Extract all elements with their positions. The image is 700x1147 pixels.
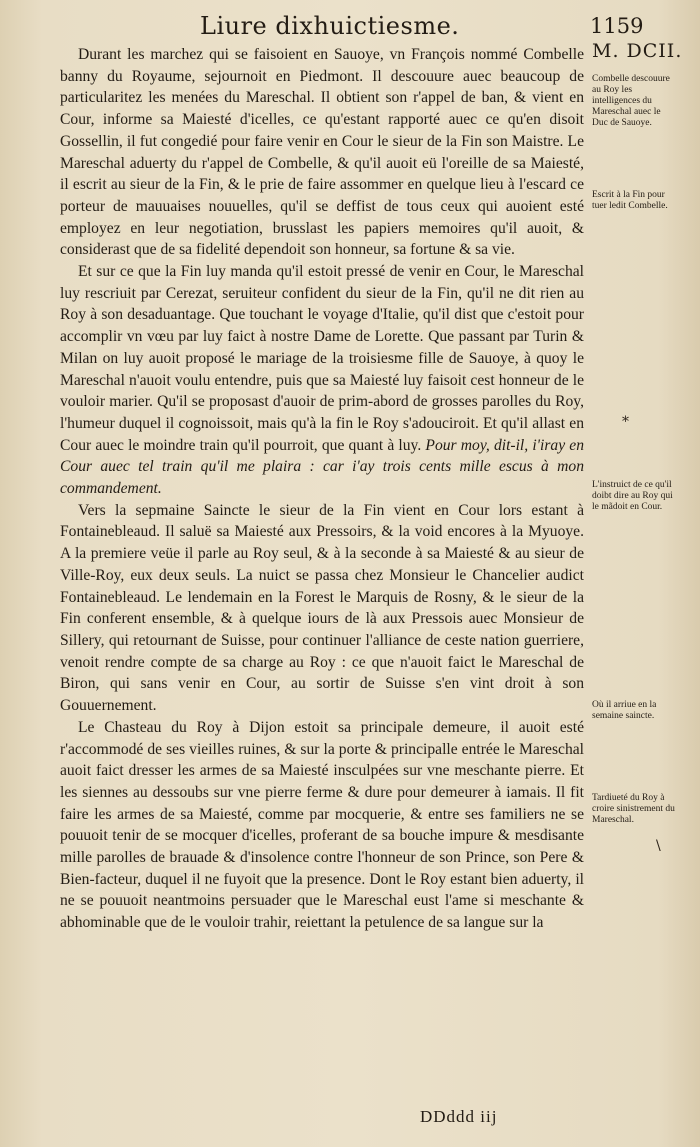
quoted-speech: Pour moy, dit-il, i'iray en Cour auec tel train qu'il me plaira : car i'ay trois cents mille escus à mon commandement. (60, 436, 584, 498)
margin-note-semaine: Où il arriue en la semaine saincte. (592, 700, 657, 721)
paragraph-la-fin-summoned (60, 261, 584, 500)
paragraph-text: Et sur ce que la Fin luy manda qu'il estoit pressé de venir en Cour, le Mareschal luy rescriuit par Cerezat, seruiteur confident du sieur de la Fin, qu'il ne dit rien au Roy à son desaduantage. Que touchant le voyage d'Italie, qu'il dist que c'estoit pour accomplir vn vœu par luy faict à nostre Dame de Lorette. Que passant par Turin & Milan on luy auoit proposé le mariage de la troisiesme fille de Sauoye, à quoy le Mareschal n'auoit voulu entendre, puis que sa Maiesté luy faisoit cest honneur de le vouloir marier. Qu'il se proposast d'auoir de prim-abord de grosses parolles du Roy, l'humeur duquel il cognoissoit, mais qu'à la fin le Roy s'adouciroit. Et qu'il allast en Cour auec le moindre train qu'il pourroit, que quant à luy. (60, 263, 584, 454)
margin-note-combelle: Combelle descouure au Roy les intelligences du Mareschal auec le Duc de Sauoye. (592, 74, 670, 128)
paragraph-text: Durant les marchez qui se faisoient en Sauoye, vn François nommé Combelle banny du Royaume, sejournoit en Piedmont. Il descouure auec beaucoup de particularitez les menées du Mareschal. Il obtient son r'appel de ban, & vient en Cour, informe sa Maiesté d'icelles, ce qu'estant rapporté auec ce qu'en disoit Gossellin, il fut congedié pour faire venir en Cour le sieur de la Fin son Maistre. Le Mareschal aduerty du r'appel de Combelle, & qu'il auoit eü l'oreille de sa Maiesté, il escrit au sieur de la Fin, & le prie de faire assommer en quelque lieu à l'escard ce porteur de mauuaises nouuelles, qu'il se deffist de tous ceux qui auoient esté employez en leur negotiation, brusslast les papiers memoires qu'il auoit, & considerast que de sa fidelité dependoit son honneur, sa fortune & sa vie. (60, 46, 584, 259)
margin-note-tardiuete: Tardiueté du Roy à croire sinistrement du Mareschal. (592, 793, 675, 825)
paragraph-combelle (60, 44, 584, 261)
running-head: Liure dixhuictiesme. (200, 12, 460, 40)
asterisk-mark: * (622, 414, 629, 430)
paragraph-holy-week (60, 500, 584, 717)
paragraph-chateau-dijon (60, 717, 584, 934)
margin-note-instruct: L'instruict de ce qu'il doibt dire au Roy qui le mãdoit en Cour. (592, 480, 673, 512)
paragraph-text: Vers la sepmaine Saincte le sieur de la Fin vient en Cour lors estant à Fontainebleaud. Il saluë sa Maiesté aux Pressoirs, & la void encores à la Myuoye. A la premiere veüe il parle au Roy seul, & à la seconde à sa Maiesté & au sieur de Ville-Roy, eux deux seuls. La nuict se passa chez Monsieur le Chancelier audict Fontainebleaud. Le lendemain en la Forest le Marquis de Rosny, & le sieur de la Fin conferent ensemble, & à quelque iours de là aux Pressois auec Monsieur de Sillery, qui retournant de Suisse, pour continuer l'alliance de ceste nation guerriere, venoit rendre compte de sa charge au Roy : ce que n'auoit faict le Mareschal de Biron, qui sans venir en Cour, au sortir de Suisse s'en vint droit à son Gouuernement. (60, 501, 584, 715)
pen-mark: \ (656, 838, 661, 854)
page-number: 1159 (590, 14, 644, 38)
paragraph-text: Le Chasteau du Roy à Dijon estoit sa principale demeure, il auoit esté r'accommodé de ses vieilles ruines, & sur la porte & principalle entrée le Mareschal auoit faict dresser les armes de sa Maiesté insculpées sur vne meschante pierre. Et les siennes au dessoubs sur vne pierre ferme & dure pour demeurer à iamais. Il fit faire les armes de sa Maiesté, comme par mocquerie, & entre ses familiers ne se pouuoit tenir de se mocquer d'icelles, proferant de sa bouche impure & mesdisante mille parolles de brauade & d'insolence contre l'honneur de son Prince, son Pere & Bien-facteur, duquel il ne fuyoit que la presence. Dont le Roy estant bien aduerty, il ne se pouuoit neantmoins persuader que le Mareschal eust l'ame si meschante & abhominable que de le vouloir trahir, reiettant la petulence de sa langue sur la (60, 718, 584, 932)
main-text-block (60, 44, 584, 934)
year-marginal: M. DCII. (592, 40, 683, 62)
margin-note-escrit: Escrit à la Fin pour tuer ledit Combelle. (592, 190, 668, 211)
signature-mark: DDddd iij (420, 1107, 498, 1126)
